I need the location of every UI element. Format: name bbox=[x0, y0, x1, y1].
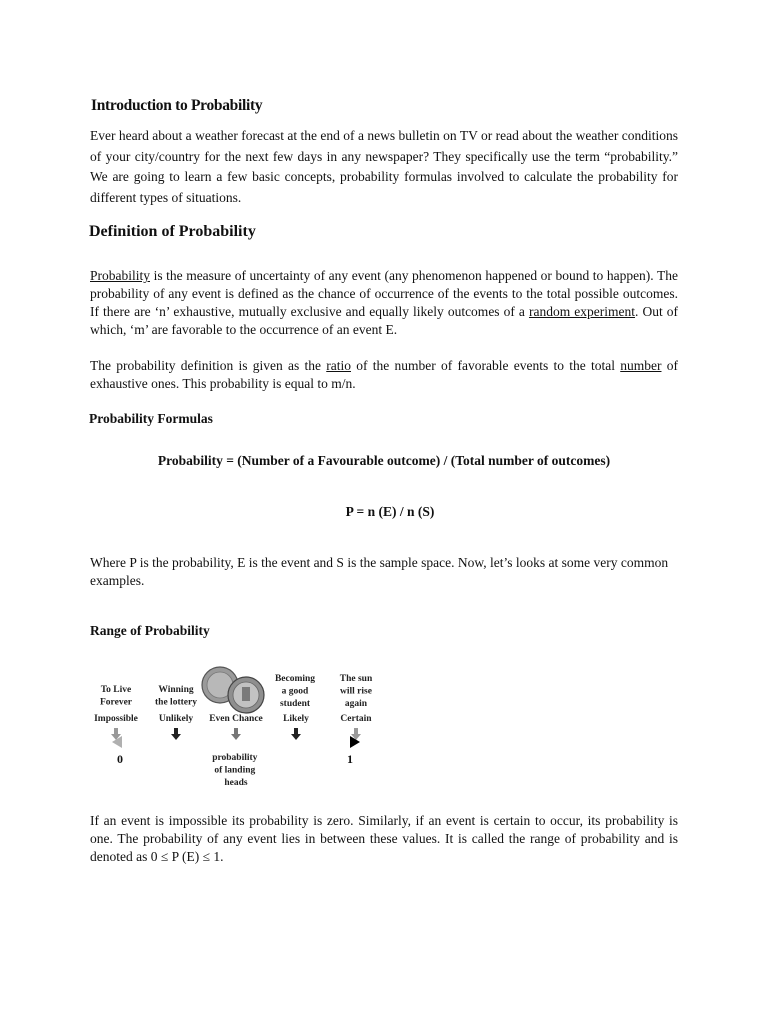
definition2-text-3: of exhaustive ones. This probability is equal to m/n. bbox=[90, 358, 678, 391]
level-even-chance: Even Chance bbox=[209, 714, 263, 724]
level-impossible: Impossible bbox=[94, 714, 138, 724]
intro-paragraph: Ever heard about a weather forecast at the end of a news bulletin on TV or read about the weather conditions of your city/country for the next few days in any newspaper? They specifically use the term “probability.” We are going to learn a few basic concepts, probability formulas involved to calculate the probability for different types of situations. bbox=[90, 128, 678, 205]
level-certain: Certain bbox=[340, 714, 372, 724]
range-paragraph: If an event is impossible its probability is zero. Similarly, if an event is certain to occur, its probability is one. The probability of any event lies in between these values. It is called the range of probability and is denoted as 0 ≤ P (E) ≤ 1. bbox=[90, 813, 678, 864]
label-becoming: Becoming a good student bbox=[274, 674, 316, 709]
formulas-heading: Probability Formulas bbox=[89, 411, 213, 426]
arrow-likely bbox=[291, 728, 301, 740]
number-link[interactable]: number bbox=[620, 358, 662, 373]
definition2-text-1: The probability definition is given as the bbox=[90, 358, 327, 373]
label-to-live: To Live Forever bbox=[100, 685, 132, 708]
level-unlikely: Unlikely bbox=[158, 714, 194, 724]
definition-paragraph-2 bbox=[90, 357, 678, 393]
range-heading: Range of Probability bbox=[90, 623, 210, 638]
axis-one: 1 bbox=[347, 752, 353, 766]
definition-text-1: is the measure of uncertainty of any event (any phenomenon happened or bound to happen). The probability of any event is defined as the chance of occurrence of the events to the total possible outcomes. If there are ‘n’ exhaustive, mutually exclusive and equally likely outcomes of a bbox=[90, 268, 678, 319]
random-experiment-link[interactable]: random experiment bbox=[528, 304, 636, 319]
definition2-text-2: of the number of favorable events to the total bbox=[351, 358, 621, 373]
probability-scale-diagram bbox=[88, 662, 388, 794]
formula-general: Probability = (Number of a Favourable outcome) / (Total number of outcomes) bbox=[157, 453, 611, 468]
probability-link[interactable]: Probability bbox=[90, 268, 150, 283]
coins-icon bbox=[202, 667, 264, 713]
caption-text: probability of landing heads bbox=[212, 753, 258, 788]
definition-heading: Definition of Probability bbox=[89, 223, 256, 240]
definition-text-2: . Out of which, ‘m’ are favorable to the occurrence of an event E. bbox=[90, 304, 679, 337]
arrow-even bbox=[231, 728, 241, 740]
formula-explanation: Where P is the probability, E is the event and S is the sample space. Now, let’s looks at some very common examples. bbox=[90, 555, 669, 588]
intro-heading: Introduction to Probability bbox=[91, 97, 263, 114]
label-winning: Winning the lottery bbox=[155, 685, 197, 708]
level-arrows bbox=[111, 728, 361, 740]
formula-symbolic: P = n (E) / n (S) bbox=[345, 504, 435, 519]
level-likely: Likely bbox=[283, 714, 309, 724]
ratio-link[interactable]: ratio bbox=[326, 358, 351, 373]
axis-zero: 0 bbox=[117, 752, 123, 766]
label-sun: The sun will rise again bbox=[339, 674, 373, 709]
arrow-unlikely bbox=[171, 728, 181, 740]
definition-paragraph-1 bbox=[90, 267, 678, 339]
